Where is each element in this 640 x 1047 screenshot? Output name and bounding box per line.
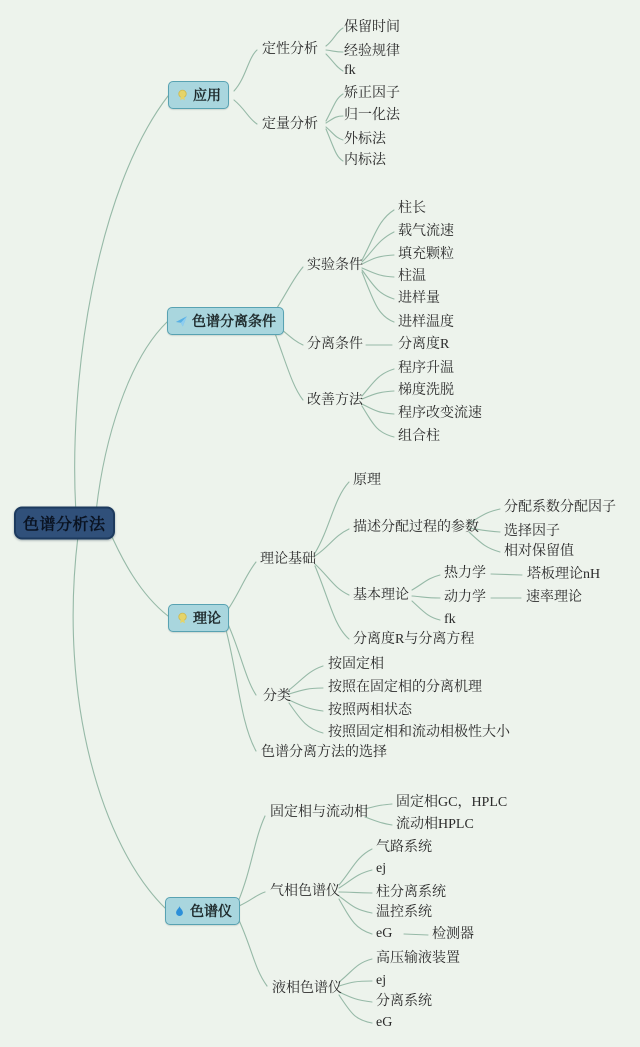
- topic-fk-theory[interactable]: fk: [444, 611, 456, 627]
- topic-by-phase-state[interactable]: 按照两相状态: [328, 702, 412, 718]
- topic-gas-chromatograph[interactable]: 气相色谱仪: [270, 883, 340, 899]
- topic-programmed-flow-rate[interactable]: 程序改变流速: [398, 405, 482, 421]
- topic-kinetics[interactable]: 动力学: [444, 589, 486, 605]
- topic-eg-liquid[interactable]: eG: [376, 1014, 393, 1030]
- topic-principle[interactable]: 原理: [353, 472, 381, 488]
- topic-separation-system[interactable]: 分离系统: [376, 993, 432, 1009]
- topic-resolution-separation-equation[interactable]: 分离度R与分离方程: [353, 631, 475, 647]
- topic-ej-liquid[interactable]: ej: [376, 972, 387, 988]
- topic-empirical-rules[interactable]: 经验规律: [344, 43, 400, 59]
- topic-fk[interactable]: fk: [344, 62, 356, 78]
- branch-label: 应用: [193, 89, 221, 104]
- branch-node-separation-conditions[interactable]: [167, 307, 284, 335]
- topic-qualitative-analysis[interactable]: 定性分析: [262, 41, 318, 57]
- topic-gradient-elution[interactable]: 梯度洗脱: [398, 382, 454, 398]
- topic-theory-basis[interactable]: 理论基础: [260, 551, 316, 567]
- topic-column-separation-system[interactable]: 柱分离系统: [376, 884, 446, 900]
- topic-high-pressure-pump[interactable]: 高压输液装置: [376, 950, 460, 966]
- topic-thermodynamics[interactable]: 热力学: [444, 565, 486, 581]
- topic-combined-column[interactable]: 组合柱: [398, 428, 440, 444]
- topic-classification[interactable]: 分类: [263, 688, 291, 704]
- paper-plane-icon: [175, 315, 188, 328]
- medal-icon: [176, 89, 189, 102]
- topic-quantitative-analysis[interactable]: 定量分析: [262, 116, 318, 132]
- topic-by-separation-mechanism[interactable]: 按照在固定相的分离机理: [328, 679, 482, 695]
- topic-eg-gas[interactable]: eG: [376, 925, 393, 941]
- topic-basic-theory[interactable]: 基本理论: [353, 587, 409, 603]
- branch-node-application[interactable]: [168, 81, 229, 109]
- topic-method-selection[interactable]: 色谱分离方法的选择: [261, 744, 387, 760]
- branch-label: 色谱分离条件: [192, 315, 276, 330]
- flame-icon: [173, 905, 186, 918]
- topic-by-phase-polarity[interactable]: 按照固定相和流动相极性大小: [328, 724, 510, 740]
- topic-experimental-conditions[interactable]: 实验条件: [307, 257, 363, 273]
- topic-plate-theory[interactable]: 塔板理论nH: [527, 566, 601, 582]
- branch-node-theory[interactable]: [168, 604, 229, 632]
- topic-packing-particles[interactable]: 填充颗粒: [398, 246, 454, 262]
- topic-external-standard-method[interactable]: 外标法: [344, 131, 386, 147]
- topic-normalization-method[interactable]: 归一化法: [344, 107, 400, 123]
- topic-retention-time[interactable]: 保留时间: [344, 19, 400, 35]
- topic-by-stationary-phase[interactable]: 按固定相: [328, 656, 384, 672]
- root-topic[interactable]: 色谱分析法: [14, 507, 115, 540]
- topic-improvement-methods[interactable]: 改善方法: [307, 392, 363, 408]
- topic-mobile-phase-hplc[interactable]: 流动相HPLC: [396, 816, 474, 832]
- topic-resolution-r[interactable]: 分离度R: [398, 336, 450, 352]
- topic-programmed-temperature[interactable]: 程序升温: [398, 360, 454, 376]
- branch-node-instrument[interactable]: [165, 897, 240, 925]
- branch-label: 理论: [193, 612, 221, 627]
- topic-stationary-mobile-phase[interactable]: 固定相与流动相: [270, 804, 368, 820]
- topic-stationary-phase-gc-hplc[interactable]: 固定相GC，HPLC: [396, 794, 508, 810]
- topic-ej-gas[interactable]: ej: [376, 860, 387, 876]
- topic-relative-retention-value[interactable]: 相对保留值: [504, 543, 574, 559]
- topic-temperature-control-system[interactable]: 温控系统: [376, 904, 432, 920]
- topic-selectivity-factor[interactable]: 选择因子: [504, 523, 560, 539]
- topic-distribution-process-parameters[interactable]: 描述分配过程的参数: [353, 519, 479, 535]
- topic-correction-factor[interactable]: 矫正因子: [344, 85, 400, 101]
- branch-label: 色谱仪: [190, 905, 232, 920]
- topic-column-temperature[interactable]: 柱温: [398, 268, 426, 284]
- topic-detector[interactable]: 检测器: [432, 926, 474, 942]
- topic-internal-standard-method[interactable]: 内标法: [344, 152, 386, 168]
- topic-distribution-coefficient-factor[interactable]: 分配系数分配因子: [504, 499, 616, 515]
- topic-separation-condition[interactable]: 分离条件: [307, 336, 363, 352]
- topic-injection-volume[interactable]: 进样量: [398, 290, 440, 306]
- topic-carrier-gas-flow[interactable]: 载气流速: [398, 223, 454, 239]
- topic-rate-theory[interactable]: 速率理论: [526, 589, 582, 605]
- medal-icon: [176, 612, 189, 625]
- topic-gas-path-system[interactable]: 气路系统: [376, 839, 432, 855]
- topic-column-length[interactable]: 柱长: [398, 200, 426, 216]
- topic-injection-temperature[interactable]: 进样温度: [398, 314, 454, 330]
- topic-liquid-chromatograph[interactable]: 液相色谱仪: [272, 980, 342, 996]
